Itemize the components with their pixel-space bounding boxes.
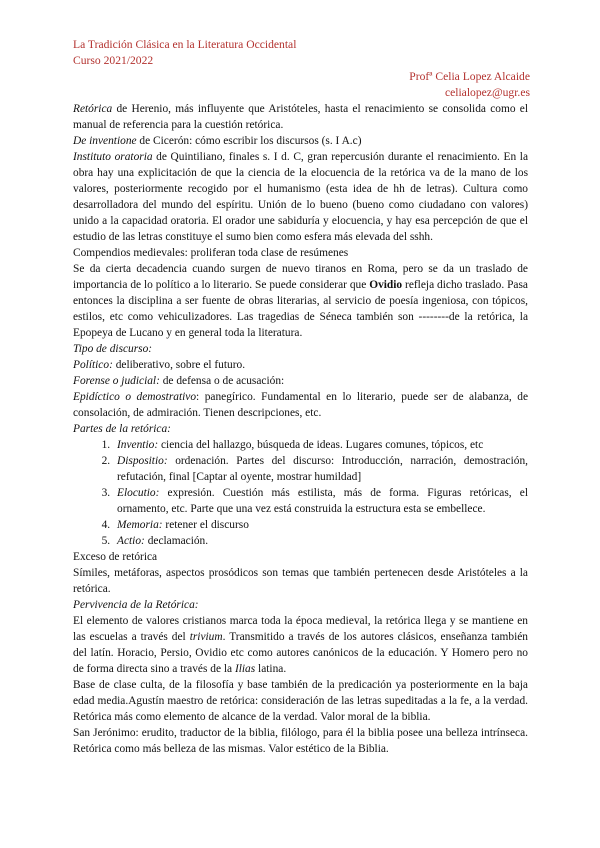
professor-email: celialopez@ugr.es bbox=[444, 86, 530, 99]
partes-list bbox=[73, 437, 528, 549]
work-title: De inventione bbox=[73, 135, 137, 147]
heading-tipo-discurso: Tipo de discurso: bbox=[73, 343, 153, 355]
document-page bbox=[73, 37, 528, 757]
paragraph-similes: Símiles, metáforas, aspectos prosódicos son temas que también pertenecen desde Aristóteles a la retórica. bbox=[73, 567, 528, 595]
list-item: 5. Actio: declamación. bbox=[113, 533, 528, 549]
discurso-forense: Forense o judicial: de defensa o de acusación: bbox=[73, 375, 285, 387]
author-ovidio: Ovidio bbox=[369, 279, 403, 291]
professor-name: Profª Celia Lopez Alcaide bbox=[409, 70, 530, 83]
paragraph-inventione: De inventione de Cicerón: cómo escribir los discursos (s. I A.c) bbox=[73, 135, 362, 147]
heading-pervivencia: Pervivencia de la Retórica: bbox=[73, 599, 199, 611]
work-title: Instituto oratoria bbox=[73, 151, 153, 163]
paragraph-compendios: Compendios medievales: proliferan toda clase de resúmenes bbox=[73, 247, 349, 259]
discurso-politico: Político: deliberativo, sobre el futuro. bbox=[73, 359, 246, 371]
list-item: 3. Elocutio: expresión. Cuestión más estilista, más de forma. Figuras retóricas, el ornamento, etc. Parte que una vez está construida la estructura esta se embellece. bbox=[113, 485, 528, 517]
course-year: Curso 2021/2022 bbox=[73, 54, 154, 67]
discurso-epidictico: Epidíctico o demostrativo: panegírico. Fundamental en lo literario, puede ser de alabanza, de consolación, de admiración. Tienen descripciones, etc. bbox=[73, 391, 528, 419]
list-item: 1. Inventio: ciencia del hallazgo, búsqueda de ideas. Lugares comunes, tópicos, etc bbox=[113, 437, 528, 453]
heading-partes-retorica: Partes de la retórica: bbox=[73, 423, 171, 435]
paragraph-base-clase-culta: Base de clase culta, de la filosofía y base también de la predicación ya posteriormente en la baja edad media.Agustín maestro de retórica: consideración de las letras supeditadas a la fe, a la verdad. Retórica más como elemento de alcance de la verdad. Valor moral de la biblia. bbox=[73, 679, 528, 723]
list-item: 2. Dispositio: ordenación. Partes del discurso: Introducción, narración, demostración, refutación, final [Captar al oyente, mostrar humildad] bbox=[113, 453, 528, 485]
paragraph-pervivencia: El elemento de valores cristianos marca toda la época medieval, la retórica llega y se mantiene en las escuelas a través del trivium. Transmitido a través de los autores clásicos, enseñanza también del latín. Horacio, Persio, Ovidio etc como autores canónicos de la educación. Y Homero pero no de forma directa sino a través de la Ilias latina. bbox=[73, 615, 528, 675]
paragraph-exceso: Exceso de retórica bbox=[73, 551, 158, 563]
paragraph-san-jeronimo: San Jerónimo: erudito, traductor de la biblia, filólogo, para él la biblia posee una belleza intrínseca. Retórica como más belleza de las mismas. Valor estético de la Biblia. bbox=[73, 727, 528, 755]
work-title: Retórica bbox=[73, 103, 113, 115]
paragraph-quintiliano: Instituto oratoria de Quintiliano, finales s. I d. C, gran repercusión durante el renacimiento. En la obra hay una explicitación de que la ciencia de la elocuencia de la retórica va de la mano de los valores, posteriormente recogido por el humanismo (esta idea de hh de letras). Cultura como desarrolladora del mundo del espíritu. Unión de lo bueno (bueno como ciudadano con valores) unido a la capacidad oratoria. El orador une sabiduría y elocuencia, y hay esa percepción de que el estudio de las letras constituye el sumo bien como esfera más elevada del sshh. bbox=[73, 151, 528, 243]
list-item: 4. Memoria: retener el discurso bbox=[113, 517, 528, 533]
paragraph-decadencia: Se da cierta decadencia cuando surgen de nuevo tiranos en Roma, pero se da un traslado de importancia de lo político a lo literario. Se puede considerar que Ovidio refleja dicho traslado. Pasa entonces la disciplina a ser fuente de obras literarias, al servicio de poesía ingeniosa, con tópicos, estilos, etc como vehiculizadores. Las tragedias de Séneca también son --------de la retórica, la Epopeya de Lucano y en general toda la literatura. bbox=[73, 263, 528, 339]
course-title: La Tradición Clásica en la Literatura Occidental bbox=[73, 38, 297, 51]
paragraph-herenio: Retórica de Herenio, más influyente que Aristóteles, hasta el renacimiento se consolida como el manual de referencia para la cuestión retórica. bbox=[73, 103, 528, 131]
